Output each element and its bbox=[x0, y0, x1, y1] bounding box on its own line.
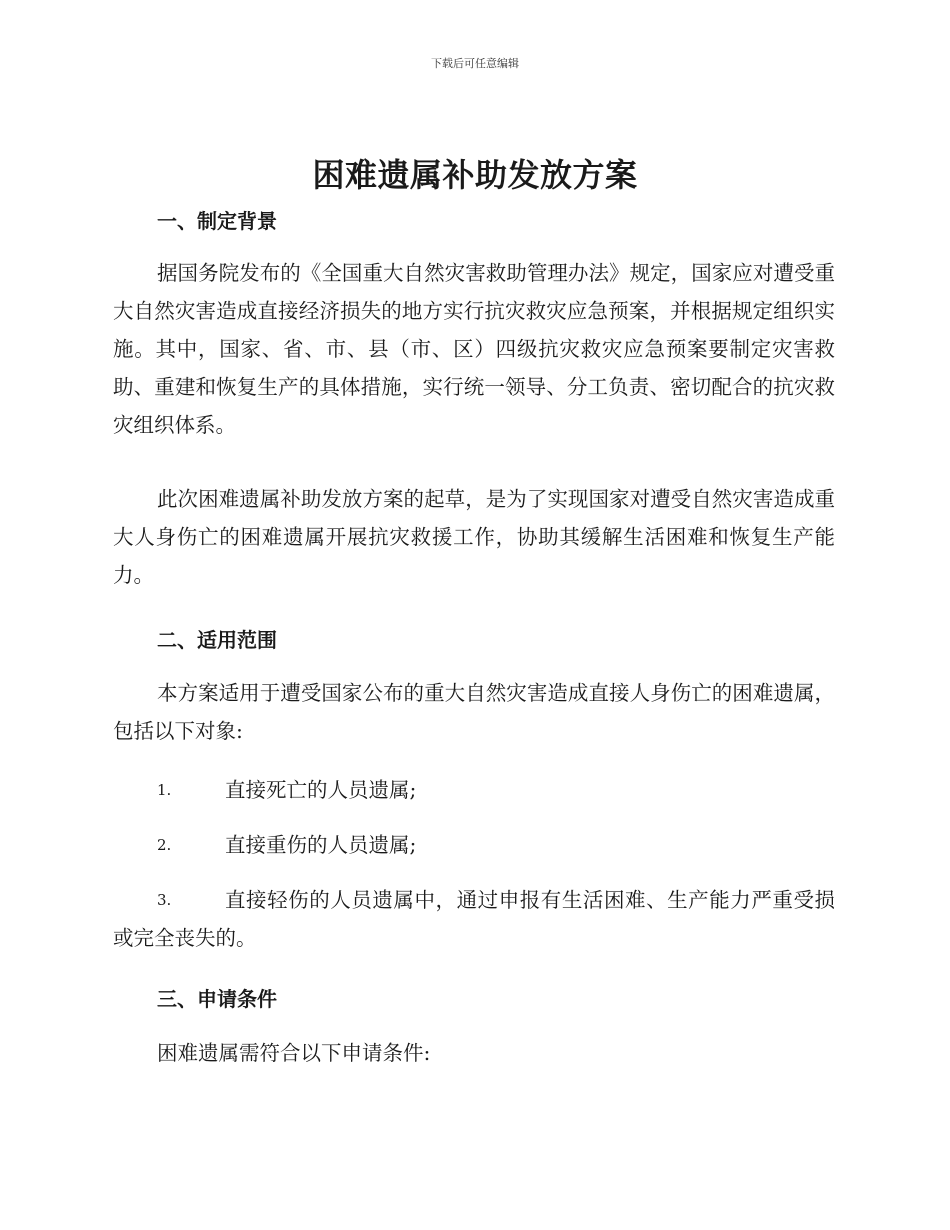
paragraph-conditions-1: 困难遗属需符合以下申请条件: bbox=[157, 1041, 431, 1065]
list-item-text: 直接重伤的人员遗属; bbox=[225, 833, 417, 857]
section-background-body bbox=[113, 254, 835, 444]
list-item-number: 3. bbox=[157, 891, 172, 909]
paragraph-background-1: 据国务院发布的《全国重大自然灾害救助管理办法》规定，国家应对遭受重大自然灾害造成直接经济损失的地方实行抗灾救灾应急预案，并根据规定组织实施。其中，国家、省、市、县（市、区）四级抗灾救灾应急预案要制定灾害救助、重建和恢复生产的具体措施，实行统一领导、分工负责、密切配合的抗灾救灾组织体系。 bbox=[113, 261, 835, 437]
section-background-body-2 bbox=[113, 480, 835, 594]
list-item-number: 2. bbox=[157, 836, 172, 854]
list-item bbox=[113, 881, 835, 957]
section-scope-body bbox=[113, 674, 835, 750]
paragraph-scope-1: 本方案适用于遭受国家公布的重大自然灾害造成直接人身伤亡的困难遗属，包括以下对象: bbox=[113, 681, 835, 743]
section-heading-scope: 二、适用范围 bbox=[157, 628, 277, 652]
document-title: 困难遗属补助发放方案 bbox=[312, 156, 638, 194]
section-conditions-body bbox=[113, 1034, 835, 1072]
paragraph-background-2: 此次困难遗属补助发放方案的起草，是为了实现国家对遭受自然灾害造成重大人身伤亡的困难遗属开展抗灾救援工作，协助其缓解生活困难和恢复生产能力。 bbox=[113, 487, 835, 587]
list-item-number: 1. bbox=[157, 781, 172, 799]
section-heading-background: 一、制定背景 bbox=[157, 209, 277, 233]
section-heading-conditions: 三、申请条件 bbox=[157, 987, 277, 1011]
header-note: 下载后可任意编辑 bbox=[431, 57, 519, 70]
list-item bbox=[113, 771, 835, 809]
list-item-text: 直接轻伤的人员遗属中，通过申报有生活困难、生产能力严重受损或完全丧失的。 bbox=[113, 888, 835, 950]
list-item-text: 直接死亡的人员遗属; bbox=[225, 778, 417, 802]
list-item bbox=[113, 826, 835, 864]
